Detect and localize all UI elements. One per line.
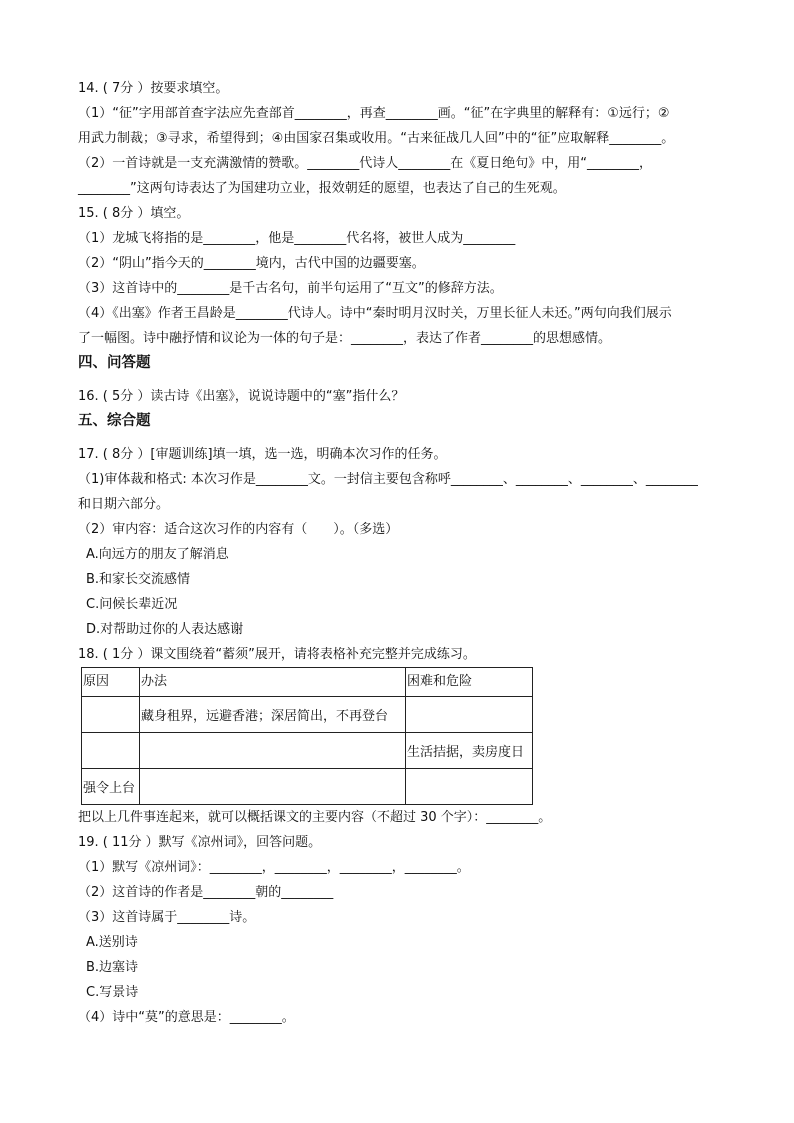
- table-row: [82, 733, 533, 769]
- table-cell: [406, 697, 533, 733]
- q15-line-3: （3）这首诗中的________是千古名句，前半句运用了“互文”的修辞方法。: [78, 281, 503, 296]
- table-header-cell: 困难和危险: [406, 668, 533, 697]
- q19-option-a: A.送别诗: [86, 935, 138, 950]
- q17-title: 17. ( 8分 ）[审题训练]填一填，选一选，明确本次习作的任务。: [78, 447, 447, 462]
- table-row: [82, 769, 533, 805]
- q14-line-1: （1）“征”字用部首查字法应先查部首________，再查________画。“征”在字典里的解释有：①远行；②: [78, 106, 670, 121]
- q18-title: 18. ( 1分 ）课文围绕着“蓄须”展开，请将表格补充完整并完成练习。: [78, 647, 476, 662]
- q15-line-2: （2）“阴山”指今天的________境内，古代中国的边疆要塞。: [78, 256, 425, 271]
- q14-line-4: ________”这两句诗表达了为国建功立业，报效朝廷的愿望，也表达了自己的生死观。: [78, 181, 566, 196]
- q17-option-a: A.向远方的朋友了解消息: [86, 547, 229, 562]
- q17-option-b: B.和家长交流感情: [86, 572, 191, 587]
- section-heading-4: 四、问答题: [78, 355, 151, 371]
- q16-title: 16. ( 5分 ）读古诗《出塞》，说说诗题中的“塞”指什么？: [78, 389, 405, 404]
- q18-table: [81, 667, 533, 805]
- table-cell: 生活拮据，卖房度日: [406, 733, 533, 769]
- q17-line-2: 和日期六部分。: [78, 497, 170, 512]
- q15-line-4: （4）《出塞》作者王昌龄是________代诗人。诗中“秦时明月汉时关，万里长征人未还。”两句向我们展示: [78, 306, 672, 321]
- q17-option-c: C.问候长辈近况: [86, 597, 178, 612]
- table-cell: 强令上台: [82, 769, 140, 805]
- table-cell: 藏身租界，远避香港；深居简出，不再登台: [140, 697, 406, 733]
- q19-line-3: （3）这首诗属于________诗。: [78, 910, 256, 925]
- q18-summary: 把以上几件事连起来，就可以概括课文的主要内容（不超过 30 个字）：________。: [78, 810, 552, 825]
- q15-title: 15. ( 8分 ）填空。: [78, 206, 190, 221]
- q14-title: 14. ( 7分 ）按要求填空。: [78, 81, 229, 96]
- table-cell: [82, 697, 140, 733]
- table-header-cell: 办法: [140, 668, 406, 697]
- q19-option-b: B.边塞诗: [86, 960, 139, 975]
- table-cell: [140, 733, 406, 769]
- table-cell: [406, 769, 533, 805]
- table-cell: [140, 769, 406, 805]
- table-header-cell: 原因: [82, 668, 140, 697]
- q14-line-2: 用武力制裁；③寻求，希望得到；④由国家召集或收用。“古来征战几人回”中的“征”应取解释________。: [78, 131, 675, 146]
- q19-line-2: （2）这首诗的作者是________朝的________: [78, 885, 334, 900]
- table-cell: [82, 733, 140, 769]
- q15-line-1: （1）龙城飞将指的是________，他是________代名将，被世人成为________: [78, 231, 516, 246]
- q15-line-5: 了一幅图。诗中融抒情和议论为一体的句子是：________，表达了作者________的思想感情。: [78, 331, 612, 346]
- q17-line-1: （1)审体裁和格式: 本次习作是________文。一封信主要包含称呼________、________、________、________: [78, 472, 698, 487]
- table-header-row: [82, 668, 533, 697]
- q19-title: 19. ( 11分 ）默写《凉州词》，回答问题。: [78, 835, 322, 850]
- q17-option-d: D.对帮助过你的人表达感谢: [86, 622, 244, 637]
- q17-line-3: （2）审内容：适合这次习作的内容有（ ）。（多选）: [78, 522, 399, 537]
- q19-line-1: （1）默写《凉州词》：________，________，________，________。: [78, 860, 470, 875]
- q14-line-3: （2）一首诗就是一支充满激情的赞歌。________代诗人________在《夏日绝句》中，用“________，: [78, 156, 653, 171]
- table-row: [82, 697, 533, 733]
- q19-option-c: C.写景诗: [86, 985, 139, 1000]
- section-heading-5: 五、综合题: [78, 413, 151, 429]
- q19-line-4: （4）诗中“莫”的意思是：________。: [78, 1010, 295, 1025]
